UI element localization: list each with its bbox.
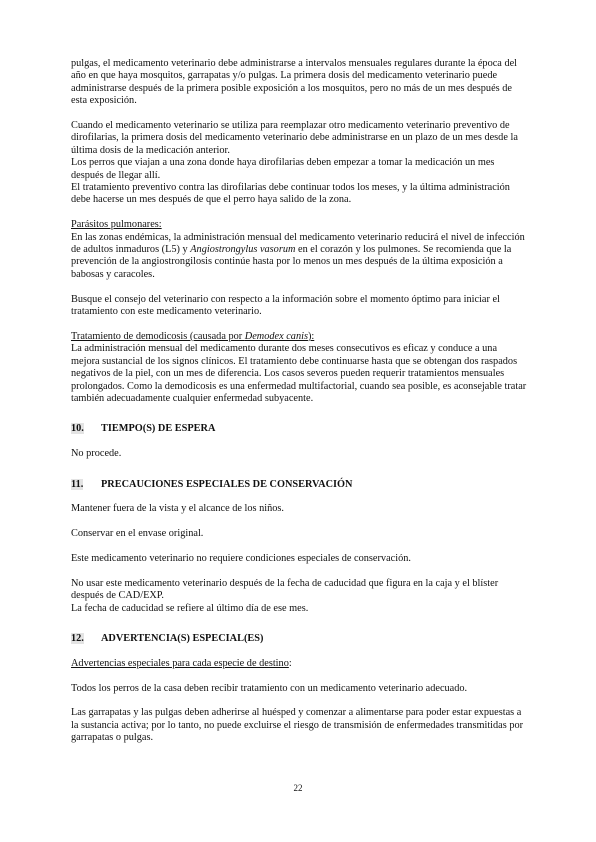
lungworm-paragraph — [71, 232, 527, 282]
paragraph-mosquito-dosing: pulgas, el medicamento veterinario debe administrarse a intervalos mensuales regulares durante la época del año en que haya mosquitos, garrapatas y/o pulgas. La primera dosis del medicamento veterinario puede administrarse después de la primera posible exposición a los mosquitos, pero no más de un mes después de esta exposición. — [71, 58, 518, 107]
section-12-subheading — [71, 658, 527, 670]
section-11-text-2: Conservar en el envase original. — [71, 528, 204, 540]
section-11-title: PRECAUCIONES ESPECIALES DE CONSERVACIÓN — [101, 478, 353, 490]
section-11-text-4: No usar este medicamento veterinario después de la fecha de caducidad que figura en la caja y el blíster después de CAD/EXP. — [71, 577, 499, 602]
page-number: 22 — [293, 783, 303, 793]
section-12-number: 12. — [71, 632, 84, 644]
lungworm-text-a: En las zonas endémicas, la administración mensual del medicamento veterinario reducirá el nivel de infección de adultos inmaduros (L5) y — [71, 231, 525, 256]
section-11-text-5: La fecha de caducidad se refiere al último día de ese mes. — [71, 602, 309, 614]
section-11-heading — [71, 479, 527, 491]
paragraph-continuation: El tratamiento preventivo contra las dirofilarias debe continuar todos los meses, y la última administración debe hacerse un mes después de que el perro haya salido de la zona. — [71, 182, 510, 206]
demodicosis-paragraph: La administración mensual del medicamento durante dos meses consecutivos es eficaz y conduce a una mejora sustancial de los signos clínicos. El tratamiento debe continuarse hasta que se obtengan dos raspados negativos de la piel, con un mes de diferencia. Los casos severos pueden requerir tratamientos mensuales prolongados. Como la demodicosis es una enfermedad multifactorial, cuando sea posible, es aconsejable tratar también adecuadamente cualquier enfermedad subyacente. — [71, 343, 527, 404]
demodicosis-heading-b: ): — [307, 330, 315, 342]
lungworm-species: Angiostrongylus vasorum — [190, 244, 296, 256]
lungworm-heading: Parásitos pulmonares: — [71, 219, 162, 231]
demodicosis-heading — [71, 331, 527, 343]
section-11-text-1: Mantener fuera de la vista y el alcance de los niños. — [71, 503, 285, 515]
section-11-text-3: Este medicamento veterinario no requiere condiciones especiales de conservación. — [71, 552, 411, 564]
paragraph-replacement: Cuando el medicamento veterinario se utiliza para reemplazar otro medicamento veterinario preventivo de dirofilarias, la primera dosis del medicamento veterinario debe administrarse en un plazo de un mes desde la última dosis de la medicación anterior. — [71, 120, 518, 156]
section-12-subheading-text: Advertencias especiales para cada especie de destino — [71, 657, 289, 669]
section-12-heading — [71, 633, 527, 645]
section-10-text: No procede. — [71, 448, 122, 460]
demodicosis-species: Demodex canis — [244, 330, 308, 342]
demodicosis-heading-a: Tratamiento de demodicosis (causada por — [71, 330, 245, 342]
lungworm-text-b: en el corazón y los pulmones. Se recomienda que la prevención de la angiostrongilosis continúe hasta por lo menos un mes después de la última exposición a babosas y caracoles. — [71, 244, 512, 280]
paragraph-travel: Los perros que viajan a una zona donde haya dirofilarias deben empezar a tomar la medicación un mes después de llegar allí. — [71, 157, 495, 181]
paragraph-vet-advice: Busque el consejo del veterinario con respecto a la información sobre el momento óptimo para iniciar el tratamiento con este medicamento veterinario. — [71, 293, 500, 318]
section-10-number: 10. — [71, 423, 84, 435]
section-12-title: ADVERTENCIA(S) ESPECIAL(ES) — [101, 632, 264, 644]
section-12-subheading-colon: : — [288, 657, 292, 669]
section-12-text-1: Todos los perros de la casa deben recibir tratamiento con un medicamento veterinario adecuado. — [71, 682, 468, 694]
section-10-title: TIEMPO(S) DE ESPERA — [101, 423, 216, 435]
section-10-heading — [71, 423, 527, 435]
section-12-text-2: Las garrapatas y las pulgas deben adherirse al huésped y comenzar a alimentarse para poder estar expuestas a la sustancia activa; por lo tanto, no puede excluirse el riesgo de transmisión de enfermedades transmitidas por garrapatas o pulgas. — [71, 707, 524, 744]
document-page — [71, 58, 527, 745]
section-11-number: 11. — [71, 478, 84, 490]
